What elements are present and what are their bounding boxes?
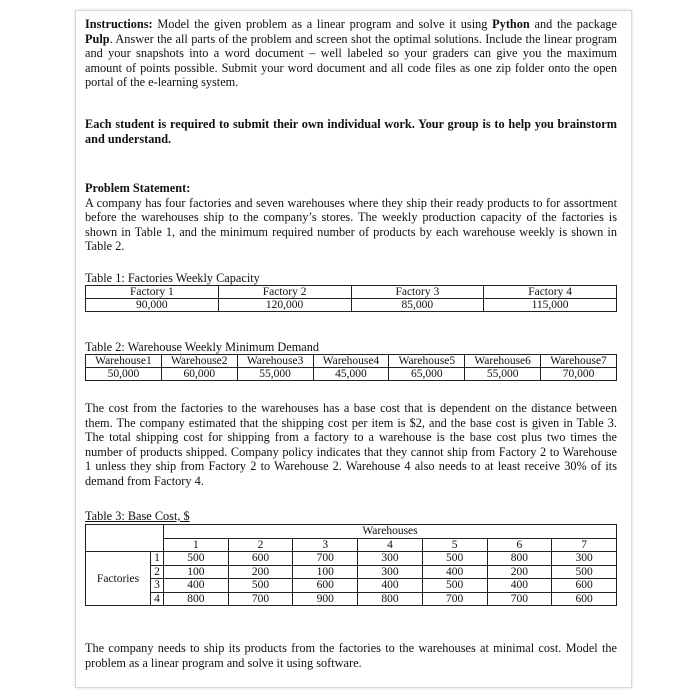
factories-label: Factories (86, 552, 151, 606)
table2-header: Warehouse7 (541, 355, 617, 368)
table3-col-header: 3 (293, 538, 358, 552)
warehouses-label: Warehouses (164, 525, 617, 539)
table3-col-header: 6 (487, 538, 552, 552)
table2-cell: 55,000 (237, 368, 313, 381)
table2-cell: 65,000 (389, 368, 465, 381)
table1-header: Factory 2 (218, 286, 351, 299)
table2-cell: 70,000 (541, 368, 617, 381)
table2-header: Warehouse5 (389, 355, 465, 368)
table3-col-header: 4 (358, 538, 423, 552)
table3-cell: 100 (293, 565, 358, 579)
document-page (75, 10, 632, 688)
table3-cell: 600 (552, 592, 617, 606)
table2-header: Warehouse3 (237, 355, 313, 368)
table3-block (85, 510, 617, 606)
table3-cell: 900 (293, 592, 358, 606)
table2-cell: 60,000 (161, 368, 237, 381)
table3-cell: 300 (358, 552, 423, 566)
table2-header: Warehouse6 (465, 355, 541, 368)
table3-cell: 200 (228, 565, 293, 579)
table3-cell: 400 (487, 579, 552, 593)
table3-row-label: 2 (151, 565, 164, 579)
table2-header: Warehouse4 (313, 355, 389, 368)
table2-cell: 50,000 (86, 368, 162, 381)
table3-cell: 300 (552, 552, 617, 566)
table1-header: Factory 3 (351, 286, 484, 299)
table3-row-label: 4 (151, 592, 164, 606)
table1-cell: 120,000 (218, 299, 351, 312)
table3-cell: 600 (552, 579, 617, 593)
table1-caption: Table 1: Factories Weekly Capacity (85, 271, 260, 285)
table1-cell: 85,000 (351, 299, 484, 312)
table2-header: Warehouse2 (161, 355, 237, 368)
table3-cell: 700 (487, 592, 552, 606)
problem-statement (85, 181, 617, 254)
table3-caption: Table 3: Base Cost, $ (85, 509, 190, 523)
base-cost-table (85, 524, 617, 606)
cost-paragraph: The cost from the factories to the warehouses has a base cost that is dependent on the distance between them. The company estimated that the shipping cost per item is $2, and the base cost is given in Table 3. The total shipping cost for shipping from a factory to a warehouse is the base cost plus two times the number of products shipped. Company policy indicates that they cannot ship from Factory 2 to Warehouse 1 unless they ship from Factory 2 to Warehouse 2. Warehouse 4 also needs to at least receive 30% of its demand from Factory 4. (85, 401, 617, 488)
table3-cell: 500 (164, 552, 229, 566)
table3-cell: 700 (422, 592, 487, 606)
instructions-label: Instructions: (85, 17, 153, 31)
warehouse-demand-table (85, 354, 617, 381)
table3-cell: 100 (164, 565, 229, 579)
table1-header: Factory 4 (484, 286, 617, 299)
table3-cell: 700 (228, 592, 293, 606)
problem-heading: Problem Statement: (85, 181, 191, 195)
table1-cell: 115,000 (484, 299, 617, 312)
table3-cell: 500 (552, 565, 617, 579)
table2-cell: 45,000 (313, 368, 389, 381)
instructions-paragraph: Instructions: Model the given problem as a linear program and solve it using Python and the package Pulp. Answer the all parts of the problem and screen shot the optimal solutions. Include the linear program and your snapshots into a word document – well labeled so your graders can give you the maximum amount of points possible. Submit your word document and all code files as one zip folder onto the open portal of the e-learning system. (85, 17, 618, 90)
table3-col-header: 5 (422, 538, 487, 552)
factories-capacity-table (85, 285, 617, 312)
table3-row-label: 3 (151, 579, 164, 593)
closing-paragraph: The company needs to ship its products from the factories to the warehouses at minimal cost. Model the problem as a linear program and solve it using software. (85, 641, 617, 670)
table3-cell: 500 (422, 552, 487, 566)
table3-cell: 600 (228, 552, 293, 566)
table2-caption: Table 2: Warehouse Weekly Minimum Demand (85, 340, 320, 354)
table3-row-label: 1 (151, 552, 164, 566)
table3-col-header: 1 (164, 538, 229, 552)
table3-col-header: 2 (228, 538, 293, 552)
table1-header: Factory 1 (86, 286, 219, 299)
table2-cell: 55,000 (465, 368, 541, 381)
table3-cell: 800 (164, 592, 229, 606)
table3-cell: 500 (228, 579, 293, 593)
table3-cell: 800 (487, 552, 552, 566)
table2-header: Warehouse1 (86, 355, 162, 368)
table3-cell: 600 (293, 579, 358, 593)
table3-col-header: 7 (552, 538, 617, 552)
table3-cell: 400 (358, 579, 423, 593)
table3-cell: 300 (358, 565, 423, 579)
table3-cell: 200 (487, 565, 552, 579)
table3-cell: 500 (422, 579, 487, 593)
table3-cell: 400 (422, 565, 487, 579)
table1-cell: 90,000 (86, 299, 219, 312)
individual-work-note: Each student is required to submit their own individual work. Your group is to help you brainstorm and understand. (85, 117, 617, 146)
table3-cell: 800 (358, 592, 423, 606)
table2-block (85, 341, 617, 381)
table1-block (85, 272, 617, 312)
table3-cell: 700 (293, 552, 358, 566)
table3-cell: 400 (164, 579, 229, 593)
problem-text: A company has four factories and seven warehouses where they ship their ready products to for assortment before the warehouses ship to the company’s stores. The weekly production capacity of the factories is shown in Table 1, and the minimum required number of products by each warehouse weekly is shown in Table 2. (85, 195, 617, 254)
